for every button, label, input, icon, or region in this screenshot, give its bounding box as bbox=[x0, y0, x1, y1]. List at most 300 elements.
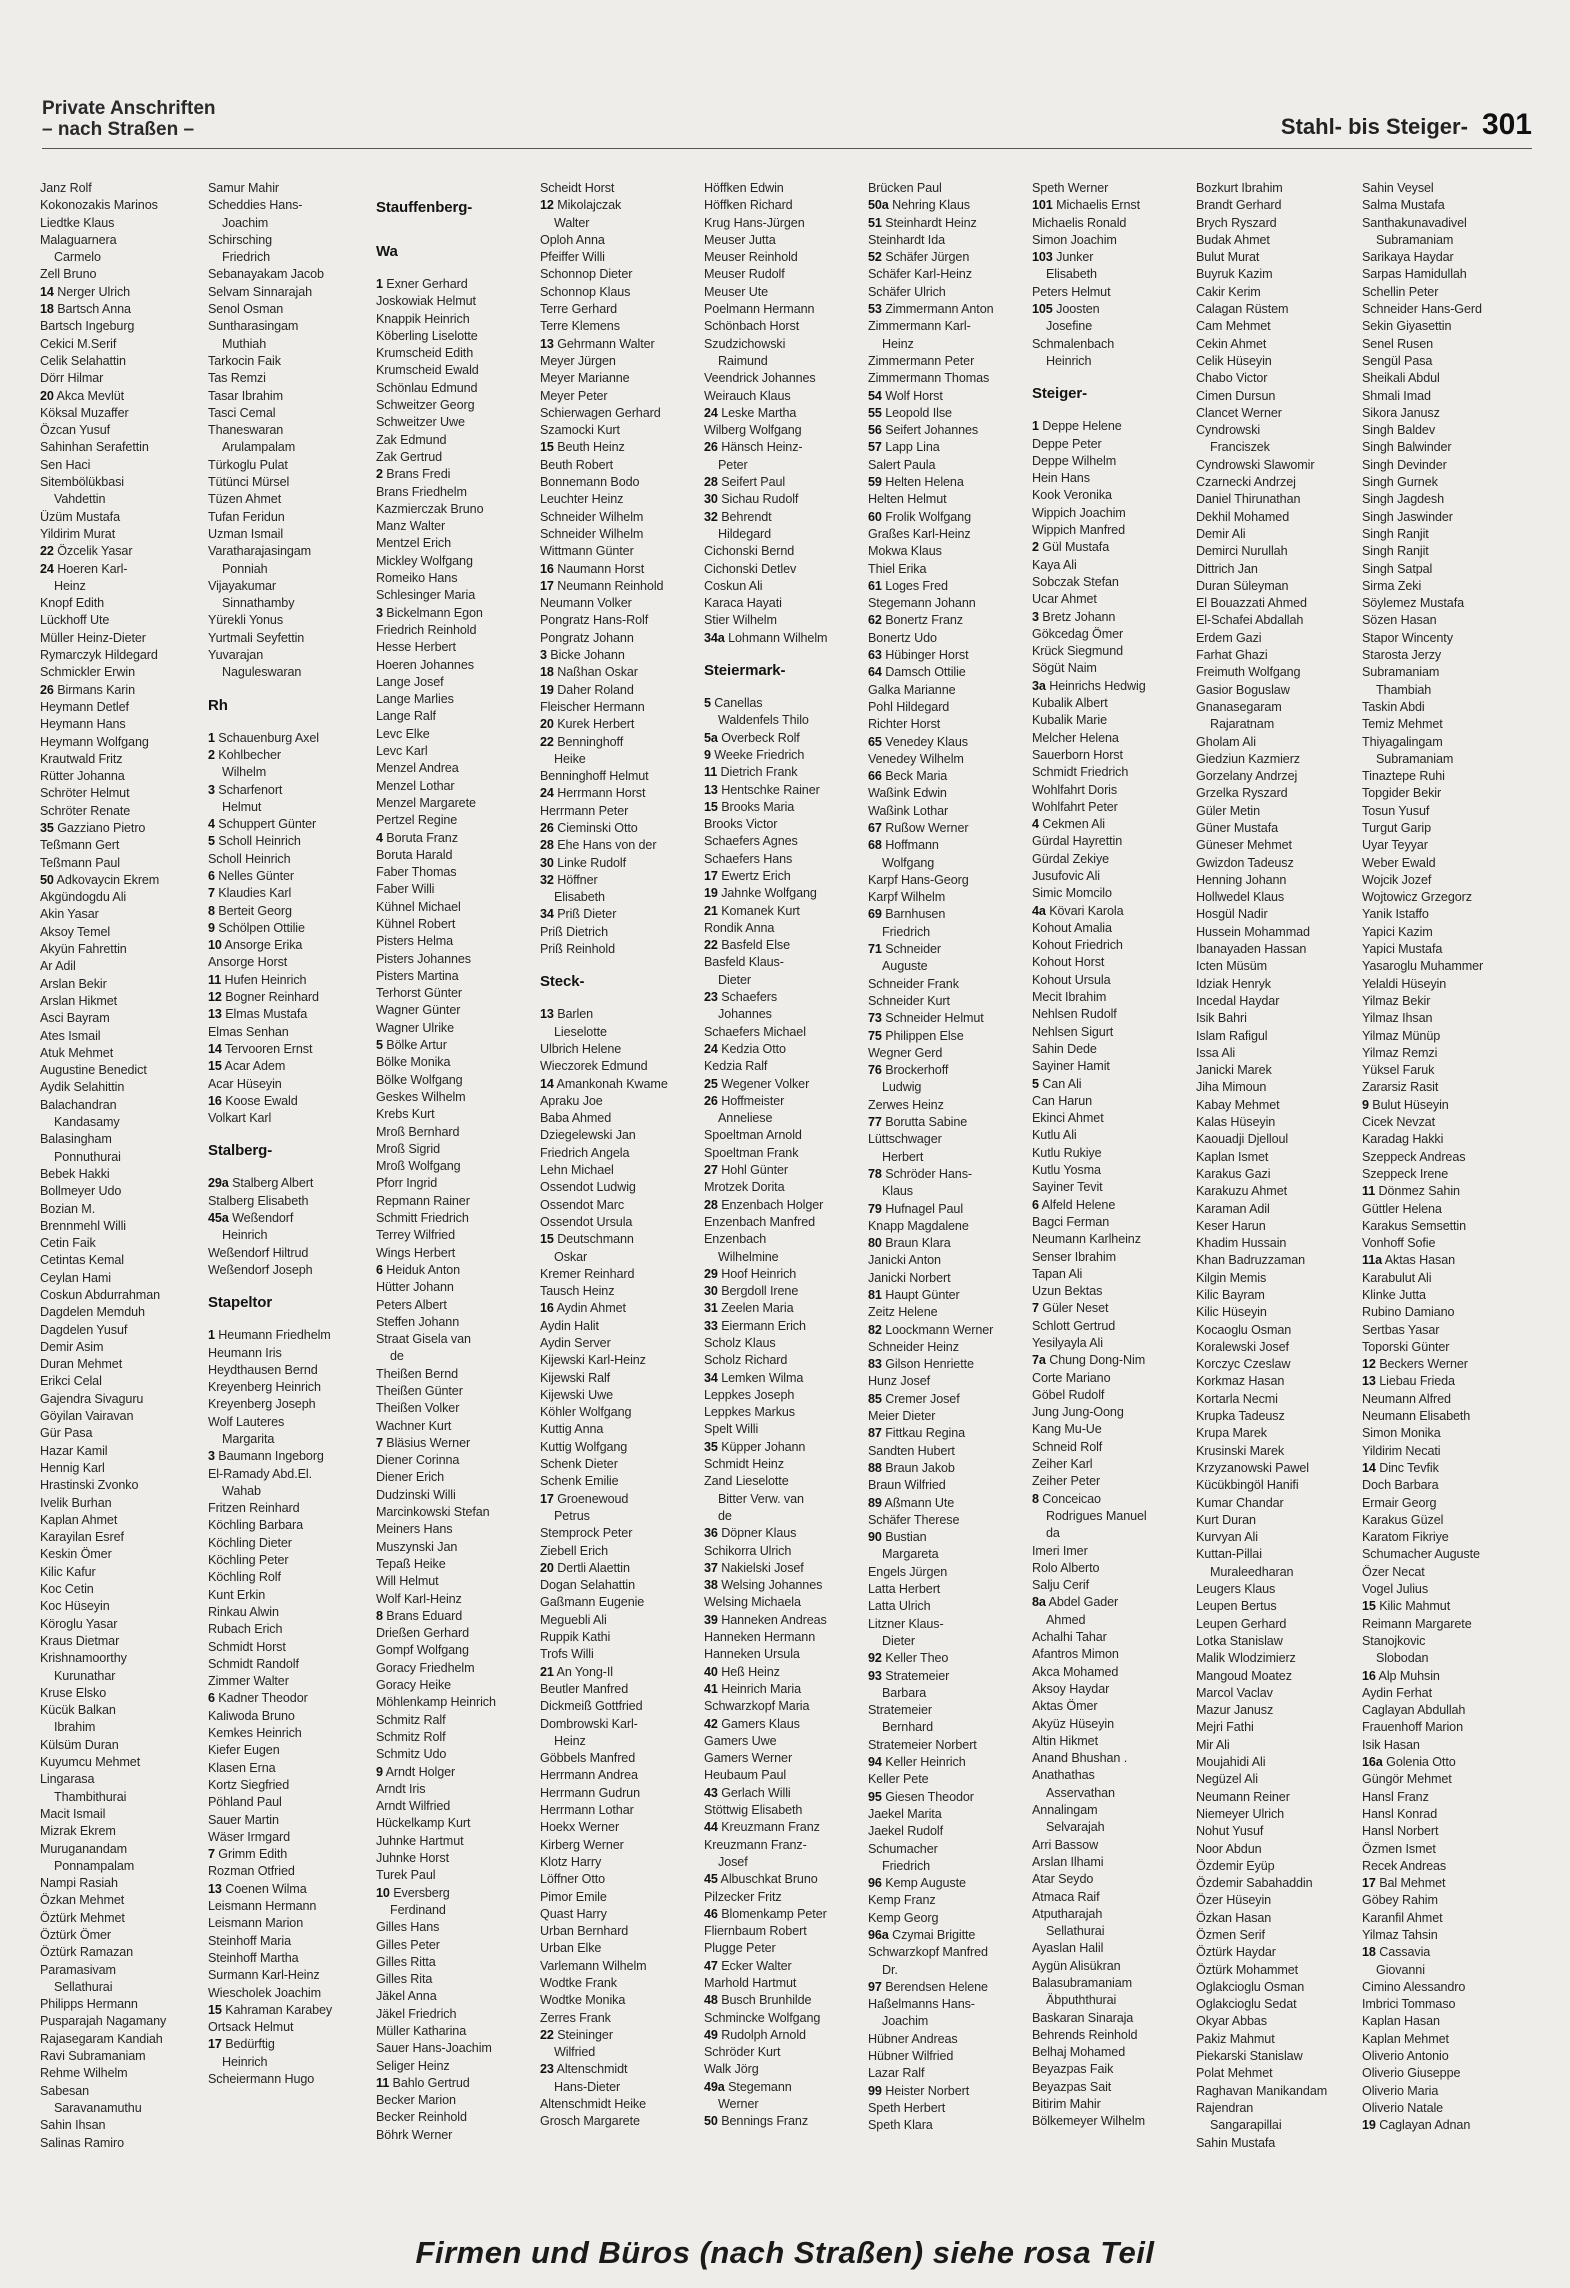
page-number: 301 bbox=[1481, 108, 1532, 141]
directory-entry: Toporski Günter bbox=[1362, 1339, 1450, 1354]
directory-entry: Kutlu Yosma bbox=[1032, 1163, 1101, 1178]
directory-entry: Priß Reinhold bbox=[540, 942, 615, 957]
directory-entry: 14 Tervooren Ernst bbox=[208, 1041, 313, 1056]
directory-entry: Singh Devinder bbox=[1362, 457, 1447, 472]
directory-entry: Aktas Ömer bbox=[1032, 1699, 1098, 1714]
directory-entry: Isik Hasan bbox=[1362, 1737, 1420, 1752]
directory-entry: Starosta Jerzy bbox=[1362, 648, 1442, 663]
directory-entry: Kazmierczak Bruno bbox=[376, 501, 484, 516]
directory-entry: 3 Bretz Johann bbox=[1032, 609, 1116, 624]
directory-entry: Dagdelen Yusuf bbox=[40, 1322, 128, 1337]
directory-entry: Neumann Reiner bbox=[1196, 1789, 1290, 1804]
directory-entry: Latta Ulrich bbox=[868, 1599, 931, 1614]
directory-entry: Rymarczyk Hildegard bbox=[40, 648, 158, 663]
directory-entry: Meuser Jutta bbox=[704, 232, 776, 247]
directory-entry: Zimmermann Peter bbox=[868, 353, 975, 368]
directory-entry: Melcher Helena bbox=[1032, 730, 1119, 745]
directory-entry: Pöhland Paul bbox=[208, 1795, 282, 1810]
directory-entry: 18 Cassavia bbox=[1362, 1945, 1431, 1960]
directory-entry: Ceylan Hami bbox=[40, 1270, 111, 1285]
directory-entry: Achalhi Tahar bbox=[1032, 1630, 1107, 1645]
directory-entry: Nampi Rasiah bbox=[40, 1876, 118, 1891]
directory-entry: 82 Loockmann Werner bbox=[868, 1322, 994, 1337]
entry-continuation: Elisabeth bbox=[554, 890, 605, 905]
directory-entry: Koralewski Josef bbox=[1196, 1339, 1289, 1354]
directory-entry: Hütter Johann bbox=[376, 1280, 454, 1295]
directory-entry: Hübner Wilfried bbox=[868, 2049, 954, 2064]
directory-entry: Suntharasingam bbox=[208, 319, 299, 334]
directory-entry: Neumann Karlheinz bbox=[1032, 1232, 1141, 1247]
directory-entry: 52 Schäfer Jürgen bbox=[868, 250, 970, 265]
directory-entry: 57 Lapp Lina bbox=[868, 440, 940, 455]
directory-entry: Michaelis Ronald bbox=[1032, 215, 1127, 230]
directory-entry: Pohl Hildegard bbox=[868, 699, 950, 714]
directory-entry: Özmen Ismet bbox=[1362, 1841, 1436, 1856]
directory-entry: Paramasivam bbox=[40, 1962, 116, 1977]
directory-entry: 38 Welsing Johannes bbox=[704, 1578, 823, 1593]
directory-entry: Litzner Klaus- bbox=[868, 1616, 944, 1631]
directory-entry: 32 Behrendt bbox=[704, 509, 772, 524]
directory-entry: Schellin Peter bbox=[1362, 284, 1439, 299]
directory-entry: Atuk Mehmet bbox=[40, 1045, 114, 1060]
directory-entry: Sögüt Naim bbox=[1032, 661, 1097, 676]
directory-entry: Wagner Günter bbox=[376, 1003, 461, 1018]
directory-entry: Meier Dieter bbox=[868, 1409, 936, 1424]
directory-column-8 bbox=[1196, 180, 1366, 2190]
directory-entry: Meyer Jürgen bbox=[540, 353, 616, 368]
directory-entry: Issa Ali bbox=[1196, 1045, 1236, 1060]
directory-entry: Sebanayakam Jacob bbox=[208, 267, 324, 282]
directory-entry: Altenschmidt Heike bbox=[540, 2097, 646, 2112]
directory-entry: 53 Zimmermann Anton bbox=[868, 302, 994, 317]
directory-entry: Negüzel Ali bbox=[1196, 1772, 1258, 1787]
entry-continuation: Heinz bbox=[554, 1733, 586, 1748]
directory-entry: Köchling Rolf bbox=[208, 1570, 281, 1585]
directory-entry: Stemprock Peter bbox=[540, 1526, 633, 1541]
directory-entry: 15 Acar Adem bbox=[208, 1059, 286, 1074]
directory-entry: 3 Bicke Johann bbox=[540, 648, 625, 663]
directory-entry: Singh Ranjit bbox=[1362, 526, 1429, 541]
entry-continuation: Friedrich bbox=[222, 250, 271, 265]
directory-entry: Heymann Hans bbox=[40, 717, 126, 732]
directory-entry: Keser Harun bbox=[1196, 1218, 1266, 1233]
directory-entry: Klasen Erna bbox=[208, 1760, 276, 1775]
directory-entry: 90 Bustian bbox=[868, 1530, 927, 1545]
directory-entry: Kilic Kafur bbox=[40, 1564, 96, 1579]
directory-entry: Bölke Monika bbox=[376, 1055, 451, 1070]
directory-entry: Schmidt Friedrich bbox=[1032, 765, 1129, 780]
directory-entry: Rütter Johanna bbox=[40, 769, 125, 784]
entry-continuation: Helmut bbox=[222, 799, 262, 814]
directory-entry: Augustine Benedict bbox=[40, 1063, 147, 1078]
directory-entry: 49 Rudolph Arnold bbox=[704, 2027, 806, 2042]
directory-entry: 49a Stegemann bbox=[704, 2079, 792, 2094]
directory-entry: 2 Brans Fredi bbox=[376, 467, 451, 482]
directory-entry: Schierwagen Gerhard bbox=[540, 405, 661, 420]
directory-entry: Kubalik Albert bbox=[1032, 696, 1108, 711]
entry-continuation: Heinrich bbox=[1046, 353, 1092, 368]
directory-entry: Galka Marianne bbox=[868, 682, 956, 697]
directory-entry: Sahin Dede bbox=[1032, 1041, 1097, 1056]
directory-entry: Urban Elke bbox=[540, 1941, 602, 1956]
directory-entry: Surmann Karl-Heinz bbox=[208, 1968, 320, 1983]
directory-entry: Philipps Hermann bbox=[40, 1997, 138, 2012]
directory-entry: Kruse Elsko bbox=[40, 1685, 107, 1700]
directory-entry: Kirberg Werner bbox=[540, 1837, 624, 1852]
entry-continuation: Heike bbox=[554, 751, 586, 766]
directory-entry: Wegner Gerd bbox=[868, 1045, 943, 1060]
directory-entry: Gorzelany Andrzej bbox=[1196, 769, 1298, 784]
directory-entry: Terre Gerhard bbox=[540, 302, 618, 317]
directory-entry: 21 Komanek Kurt bbox=[704, 903, 800, 918]
directory-entry: 85 Cremer Josef bbox=[868, 1391, 960, 1406]
entry-continuation: Slobodan bbox=[1376, 1651, 1429, 1666]
directory-entry: Becker Reinhold bbox=[376, 2110, 467, 2125]
directory-entry: Drießen Gerhard bbox=[376, 1626, 469, 1641]
directory-entry: Szeppeck Andreas bbox=[1362, 1149, 1466, 1164]
directory-entry: Singh Gurnek bbox=[1362, 475, 1438, 490]
directory-entry: Höffken Edwin bbox=[704, 181, 784, 195]
directory-entry: Tas Remzi bbox=[208, 371, 266, 386]
directory-entry: Giedziun Kazmierz bbox=[1196, 751, 1300, 766]
directory-entry: Marhold Hartmut bbox=[704, 1975, 797, 1990]
directory-entry: Leupen Gerhard bbox=[1196, 1616, 1287, 1631]
directory-entry: Cimino Alessandro bbox=[1362, 1979, 1466, 1994]
directory-entry: 78 Schröder Hans- bbox=[868, 1166, 973, 1181]
directory-entry: Rozman Otfried bbox=[208, 1864, 295, 1879]
directory-entry: Welsing Michaela bbox=[704, 1595, 801, 1610]
directory-entry: Plugge Peter bbox=[704, 1941, 776, 1956]
entry-continuation: Friedrich bbox=[882, 924, 931, 939]
directory-entry: Aydin Ferhat bbox=[1362, 1685, 1432, 1700]
directory-entry: Güttler Helena bbox=[1362, 1201, 1442, 1216]
directory-entry: 22 Benninghoff bbox=[540, 734, 624, 749]
directory-entry: Joskowiak Helmut bbox=[376, 294, 476, 309]
directory-entry: 16 Aydin Ahmet bbox=[540, 1301, 626, 1316]
directory-entry: 4 Cekmen Ali bbox=[1032, 817, 1105, 832]
directory-entry: Krautwald Fritz bbox=[40, 751, 123, 766]
directory-entry: Söylemez Mustafa bbox=[1362, 596, 1464, 611]
entry-continuation: Naguleswaran bbox=[222, 665, 302, 680]
directory-entry: Rondik Anna bbox=[704, 920, 775, 935]
directory-entry: Neumann Volker bbox=[540, 596, 632, 611]
directory-entry: Sauerborn Horst bbox=[1032, 747, 1123, 762]
directory-entry: Scholl Heinrich bbox=[208, 851, 291, 866]
directory-entry: Malik Wlodzimierz bbox=[1196, 1651, 1296, 1666]
directory-entry: 7 Güler Neset bbox=[1032, 1301, 1109, 1316]
directory-entry: Cetin Faik bbox=[40, 1236, 96, 1251]
header-rule bbox=[42, 148, 1532, 149]
directory-entry: Klinke Jutta bbox=[1362, 1288, 1426, 1302]
directory-entry: Göyilan Vairavan bbox=[40, 1409, 134, 1424]
directory-entry: 81 Haupt Günter bbox=[868, 1288, 960, 1302]
entry-continuation: Wahab bbox=[222, 1483, 261, 1498]
street-heading: Steck- bbox=[540, 973, 585, 991]
directory-entry: Tufan Feridun bbox=[208, 509, 285, 524]
directory-entry: 56 Seifert Johannes bbox=[868, 423, 979, 438]
directory-entry: 103 Junker bbox=[1032, 250, 1094, 265]
directory-entry: Sertbas Yasar bbox=[1362, 1322, 1440, 1337]
directory-entry: Pakiz Mahmut bbox=[1196, 2031, 1275, 2046]
directory-entry: Rajendran bbox=[1196, 2100, 1254, 2115]
directory-entry: Bonnemann Bodo bbox=[540, 475, 640, 490]
running-head-line-1: Private Anschriften bbox=[42, 98, 216, 119]
directory-entry: Wäser Irmgard bbox=[208, 1829, 290, 1844]
entry-continuation: Oskar bbox=[554, 1249, 588, 1264]
entry-continuation: Kandasamy bbox=[54, 1115, 120, 1130]
directory-entry: Bitirim Mahir bbox=[1032, 2097, 1101, 2112]
directory-entry: Sayiner Hamit bbox=[1032, 1059, 1110, 1074]
directory-entry: Schmalenbach bbox=[1032, 336, 1115, 351]
directory-entry: 75 Philippen Else bbox=[868, 1028, 964, 1043]
directory-entry: Isik Bahri bbox=[1196, 1011, 1247, 1026]
directory-entry: Singh Ranjit bbox=[1362, 544, 1429, 559]
directory-entry: Krug Hans-Jürgen bbox=[704, 215, 805, 230]
directory-entry: Karabulut Ali bbox=[1362, 1270, 1432, 1285]
directory-entry: Wippich Manfred bbox=[1032, 523, 1125, 538]
entry-continuation: Dieter bbox=[882, 1633, 915, 1648]
directory-entry: Aydik Selahittin bbox=[40, 1080, 125, 1095]
directory-entry: 2 Gül Mustafa bbox=[1032, 540, 1110, 555]
directory-entry: Yildirim Murat bbox=[40, 526, 116, 541]
directory-entry: Kemp Franz bbox=[868, 1893, 936, 1908]
directory-entry: Dekhil Mohamed bbox=[1196, 509, 1290, 524]
directory-entry: 15 Brooks Maria bbox=[704, 799, 795, 814]
directory-entry: Kiefer Eugen bbox=[208, 1743, 280, 1758]
directory-entry: 48 Busch Brunhilde bbox=[704, 1993, 812, 2008]
directory-entry: Afantros Mimon bbox=[1032, 1647, 1119, 1662]
entry-continuation: Werner bbox=[718, 2097, 759, 2112]
directory-entry: Geskes Wilhelm bbox=[376, 1089, 466, 1104]
directory-entry: Erikci Celal bbox=[40, 1374, 102, 1389]
entry-continuation: Wilhelm bbox=[222, 765, 267, 780]
directory-entry: 28 Enzenbach Holger bbox=[704, 1197, 824, 1212]
directory-entry: Salju Cerif bbox=[1032, 1578, 1089, 1593]
directory-entry: Schenk Dieter bbox=[540, 1457, 618, 1472]
directory-entry: Mir Ali bbox=[1196, 1737, 1230, 1752]
directory-entry: Szudzichowski bbox=[704, 336, 786, 351]
directory-entry: Freimuth Wolfgang bbox=[1196, 665, 1301, 680]
directory-entry: Arslan Ilhami bbox=[1032, 1854, 1104, 1869]
directory-entry: Santhakunavadivel bbox=[1362, 215, 1467, 230]
directory-entry: Demir Ali bbox=[1196, 526, 1246, 541]
directory-entry: Mroß Sigrid bbox=[376, 1141, 440, 1156]
directory-entry: Reimann Margarete bbox=[1362, 1616, 1472, 1631]
directory-entry: Imbrici Tommaso bbox=[1362, 1997, 1456, 2012]
directory-entry: Krupa Marek bbox=[1196, 1426, 1267, 1441]
directory-entry: Özkan Mehmet bbox=[40, 1893, 125, 1908]
directory-entry: 94 Keller Heinrich bbox=[868, 1755, 966, 1770]
directory-entry: 9 Arndt Holger bbox=[376, 1764, 456, 1779]
directory-entry: Dudzinski Willi bbox=[376, 1487, 456, 1502]
directory-entry: Senel Rusen bbox=[1362, 336, 1434, 351]
directory-entry: Müller Katharina bbox=[376, 2023, 467, 2038]
directory-entry: Meuser Reinhold bbox=[704, 250, 798, 265]
entry-continuation: Johannes bbox=[718, 1007, 772, 1022]
directory-entry: Mazur Janusz bbox=[1196, 1703, 1274, 1718]
directory-entry: Kohout Amalia bbox=[1032, 920, 1112, 935]
directory-entry: Arslan Bekir bbox=[40, 976, 107, 991]
directory-entry: 87 Fittkau Regina bbox=[868, 1426, 966, 1441]
directory-entry: 28 Ehe Hans von der bbox=[540, 838, 657, 853]
directory-entry: 96a Czymai Brigitte bbox=[868, 1927, 976, 1942]
directory-entry: 18 Naßhan Oskar bbox=[540, 665, 638, 680]
entry-continuation: Wilfried bbox=[554, 2045, 596, 2060]
entry-continuation: Peter bbox=[718, 457, 748, 472]
directory-entry: Beyazpas Sait bbox=[1032, 2079, 1112, 2094]
street-heading: Steiger- bbox=[1032, 385, 1088, 403]
directory-entry: Grzelka Ryszard bbox=[1196, 786, 1288, 801]
directory-entry: Waßink Edwin bbox=[868, 786, 947, 801]
directory-entry: Corte Mariano bbox=[1032, 1370, 1111, 1385]
directory-entry: Schneider Kurt bbox=[868, 993, 950, 1008]
directory-entry: Oglakcioglu Osman bbox=[1196, 1979, 1305, 1994]
directory-entry: Köhler Wolfgang bbox=[540, 1405, 632, 1420]
directory-entry: Schneider Wilhelm bbox=[540, 509, 644, 524]
directory-entry: Mokwa Klaus bbox=[868, 544, 942, 559]
directory-entry: 36 Döpner Klaus bbox=[704, 1526, 797, 1541]
directory-entry: Mejri Fathi bbox=[1196, 1720, 1254, 1735]
directory-entry: Yesilyayla Ali bbox=[1032, 1336, 1103, 1350]
directory-entry: Duran Mehmet bbox=[40, 1357, 123, 1372]
directory-entry: 73 Schneider Helmut bbox=[868, 1011, 984, 1026]
directory-entry: 6 Alfeld Helene bbox=[1032, 1197, 1116, 1212]
directory-entry: Demirci Nurullah bbox=[1196, 544, 1288, 559]
directory-entry: Kraus Dietmar bbox=[40, 1633, 120, 1648]
directory-entry: Szamocki Kurt bbox=[540, 423, 620, 438]
directory-entry: 26 Birmans Karin bbox=[40, 682, 135, 697]
directory-entry: Moujahidi Ali bbox=[1196, 1755, 1266, 1770]
entry-continuation: Bernhard bbox=[882, 1720, 934, 1735]
directory-entry: 99 Heister Norbert bbox=[868, 2083, 970, 2098]
directory-entry: 13 Hentschke Rainer bbox=[704, 782, 820, 797]
directory-entry: Schneid Rolf bbox=[1032, 1439, 1103, 1454]
directory-entry: Janz Rolf bbox=[40, 181, 92, 195]
entry-continuation: Heinz bbox=[882, 336, 914, 351]
directory-entry: Güneser Mehmet bbox=[1196, 838, 1292, 853]
directory-entry: Faber Thomas bbox=[376, 865, 457, 880]
directory-entry: Yilmaz Remzi bbox=[1362, 1045, 1438, 1060]
directory-entry: Yapici Mustafa bbox=[1362, 942, 1443, 957]
directory-entry: Hansl Konrad bbox=[1362, 1806, 1438, 1821]
directory-entry: Balasingham bbox=[40, 1132, 112, 1147]
directory-entry: Gompf Wolfgang bbox=[376, 1643, 469, 1658]
directory-entry: Stalberg Elisabeth bbox=[208, 1193, 309, 1208]
directory-entry: Müller Heinz-Dieter bbox=[40, 630, 146, 645]
directory-entry: Enzenbach bbox=[704, 1232, 767, 1247]
directory-entry: Zimmermann Karl- bbox=[868, 319, 971, 334]
directory-entry: Lehn Michael bbox=[540, 1163, 614, 1178]
directory-entry: Repmann Rainer bbox=[376, 1193, 470, 1208]
directory-entry: 105 Joosten bbox=[1032, 302, 1100, 317]
directory-entry: 50a Nehring Klaus bbox=[868, 198, 970, 213]
directory-entry: Yilmaz Tahsin bbox=[1362, 1927, 1438, 1942]
directory-entry: 1 Schauenburg Axel bbox=[208, 730, 319, 745]
directory-entry: Aksoy Temel bbox=[40, 924, 111, 939]
directory-entry: Levc Elke bbox=[376, 726, 430, 741]
directory-entry: Schaefers Hans bbox=[704, 851, 793, 866]
directory-entry: 4 Schuppert Günter bbox=[208, 817, 317, 832]
directory-entry: 11 Dietrich Frank bbox=[704, 765, 798, 780]
directory-entry: Kurt Duran bbox=[1196, 1512, 1256, 1527]
directory-entry: Oliverio Maria bbox=[1362, 2083, 1439, 2098]
street-range: Stahl- bis Steiger- bbox=[1280, 114, 1468, 139]
directory-entry: Göbey Rahim bbox=[1362, 1893, 1438, 1908]
directory-entry: Theißen Günter bbox=[376, 1384, 463, 1398]
directory-entry: 37 Nakielski Josef bbox=[704, 1560, 804, 1575]
directory-entry: Lazar Ralf bbox=[868, 2066, 925, 2081]
directory-entry: 80 Braun Klara bbox=[868, 1236, 951, 1251]
directory-entry: Herrmann Gudrun bbox=[540, 1785, 640, 1800]
directory-entry: Zell Bruno bbox=[40, 267, 97, 282]
directory-entry: 96 Kemp Auguste bbox=[868, 1876, 966, 1891]
directory-entry: Fritzen Reinhard bbox=[208, 1501, 300, 1516]
directory-entry: Khadim Hussain bbox=[1196, 1236, 1287, 1251]
directory-entry: Ossendot Marc bbox=[540, 1197, 625, 1212]
directory-entry: Lüttschwager bbox=[868, 1132, 942, 1147]
directory-entry: 101 Michaelis Ernst bbox=[1032, 198, 1141, 213]
directory-entry: Wojcik Jozef bbox=[1362, 872, 1432, 887]
directory-entry: Köksal Muzaffer bbox=[40, 405, 129, 420]
directory-entry: Karakuzu Ahmet bbox=[1196, 1184, 1288, 1199]
directory-entry: Pforr Ingrid bbox=[376, 1176, 438, 1191]
directory-entry: Gwizdon Tadeusz bbox=[1196, 855, 1294, 870]
directory-entry: El Bouazzati Ahmed bbox=[1196, 596, 1307, 611]
directory-entry: Kabay Mehmet bbox=[1196, 1097, 1280, 1112]
directory-entry: Weßendorf Joseph bbox=[208, 1262, 313, 1277]
directory-entry: Weirauch Klaus bbox=[704, 388, 791, 403]
directory-entry: Trofs Willi bbox=[540, 1647, 594, 1662]
directory-entry: 14 Nerger Ulrich bbox=[40, 284, 131, 299]
directory-entry: Kijewski Ralf bbox=[540, 1370, 611, 1385]
directory-entry: Varatharajasingam bbox=[208, 544, 312, 559]
directory-entry: Daniel Thirunathan bbox=[1196, 492, 1301, 507]
directory-column-7 bbox=[1032, 180, 1202, 2190]
directory-entry: Basfeld Klaus- bbox=[704, 955, 784, 970]
directory-entry: Teßmann Gert bbox=[40, 838, 120, 853]
entry-continuation: Bitter Verw. van bbox=[718, 1491, 804, 1506]
entry-continuation: Waldenfels Thilo bbox=[718, 713, 809, 728]
directory-column-6 bbox=[868, 180, 1038, 2190]
directory-entry: Macit Ismail bbox=[40, 1806, 106, 1821]
directory-entry: Ivelik Burhan bbox=[40, 1495, 112, 1510]
directory-entry: 7 Grimm Edith bbox=[208, 1847, 288, 1862]
entry-continuation: Thambithurai bbox=[54, 1789, 127, 1804]
directory-entry: Wojtowicz Grzegorz bbox=[1362, 890, 1472, 905]
directory-entry: Löffner Otto bbox=[540, 1872, 606, 1887]
directory-entry: Ossendot Ursula bbox=[540, 1214, 633, 1229]
directory-entry: Brych Ryszard bbox=[1196, 215, 1277, 230]
street-heading: Rh bbox=[208, 696, 228, 714]
directory-entry: 20 Dertli Alaettin bbox=[540, 1560, 630, 1575]
directory-entry: Icten Müsüm bbox=[1196, 959, 1267, 974]
directory-entry: Bollmeyer Udo bbox=[40, 1184, 122, 1199]
directory-entry: Ruppik Kathi bbox=[540, 1630, 611, 1645]
directory-entry: 3 Bickelmann Egon bbox=[376, 605, 483, 620]
directory-entry: Keller Pete bbox=[868, 1772, 929, 1787]
directory-entry: Tüzen Ahmet bbox=[208, 492, 282, 507]
directory-entry: Duran Süleyman bbox=[1196, 578, 1289, 593]
directory-entry: 17 Bal Mehmet bbox=[1362, 1876, 1446, 1891]
directory-entry: Türkoglu Pulat bbox=[208, 457, 288, 472]
directory-entry: Güner Mustafa bbox=[1196, 820, 1278, 835]
directory-entry: Hübner Andreas bbox=[868, 2031, 958, 2046]
directory-entry: Oploh Anna bbox=[540, 232, 605, 247]
directory-entry: Karayilan Esref bbox=[40, 1530, 124, 1545]
directory-entry: Teßmann Paul bbox=[40, 855, 121, 870]
directory-entry: Schonnop Klaus bbox=[540, 284, 631, 299]
directory-entry: Sitembölükbasi bbox=[40, 475, 125, 490]
